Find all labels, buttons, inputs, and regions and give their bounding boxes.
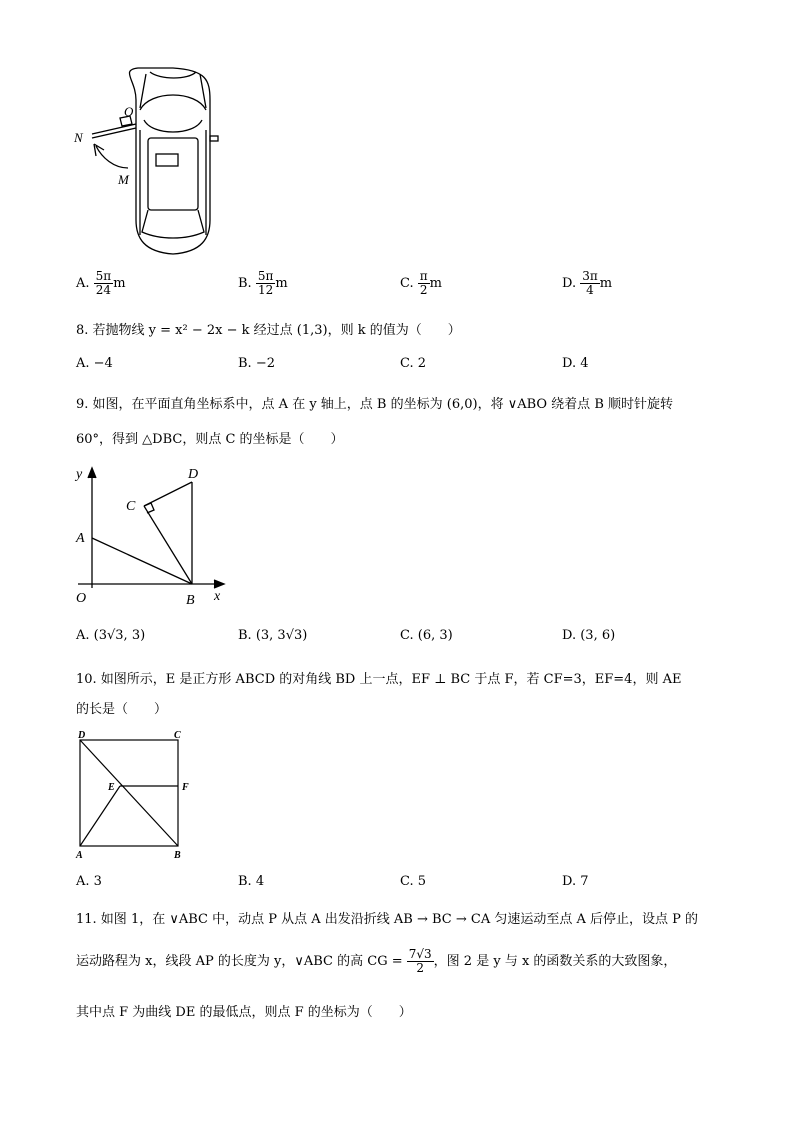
q10-option-d[interactable]: D. 7 [562, 874, 589, 889]
q8-stem: 8. 若抛物线 y = x² − 2x − k 经过点 (1,3)，则 k 的值为（ ） [76, 323, 461, 338]
q10-figure [70, 728, 200, 864]
fig10-f: F [182, 782, 189, 793]
q7-option-d[interactable]: D. $\frac{3\pi}{4}$ m [562, 269, 613, 298]
fig9-o: O [76, 591, 87, 606]
label-m: M [118, 172, 129, 187]
label-o: O [124, 104, 134, 119]
q8-option-b[interactable]: B. −2 [238, 356, 275, 371]
car-figure [70, 60, 230, 260]
q10-option-b[interactable]: B. 4 [238, 874, 265, 889]
fig10-d: D [78, 730, 86, 741]
q10-option-a[interactable]: A. 3 [76, 874, 102, 889]
fig10-a: A [76, 850, 83, 861]
fig10-c: C [174, 730, 181, 741]
q8-option-c[interactable]: C. 2 [400, 356, 427, 371]
fig9-x: x [214, 589, 221, 604]
q11-stem-line3: 其中点 F 为曲线 DE 的最低点，则点 F 的坐标为（ ） [76, 1005, 412, 1020]
q9-stem-line1: 9. 如图，在平面直角坐标系中，点 A 在 y 轴上，点 B 的坐标为 (6,0)，将 ∨ABO 绕着点 B 顺时针旋转 [76, 397, 674, 412]
q9-stem-line2: 60°，得到 △DBC，则点 C 的坐标是（ ） [76, 432, 344, 447]
q7-option-c[interactable]: C. $\frac{\pi}{2}$ m [400, 269, 442, 298]
fig9-a: A [76, 531, 85, 546]
q7-option-b[interactable]: B. $\frac{5\pi}{12}$ m [238, 269, 288, 298]
q11-stem-line1: 11. 如图 1，在 ∨ABC 中，动点 P 从点 A 出发沿折线 AB → BC → CA 匀速运动至点 A 后停止，设点 P 的 [76, 912, 699, 927]
q10-stem-line1: 10. 如图所示，E 是正方形 ABCD 的对角线 BD 上一点，EF ⊥ BC 于点 F，若 CF=3，EF=4，则 AE [76, 672, 682, 687]
fig10-b: B [174, 850, 181, 861]
fig9-c: C [126, 499, 136, 514]
fig9-d: D [188, 467, 199, 482]
q9-option-c[interactable]: C. (6, 3) [400, 628, 453, 643]
q10-option-c[interactable]: C. 5 [400, 874, 427, 889]
q8-option-a[interactable]: A. −4 [76, 356, 113, 371]
fig10-e: E [108, 782, 115, 793]
q7-option-a[interactable]: A. $\frac{5\pi}{24}$ m [76, 269, 126, 298]
q9-option-a[interactable]: A. (3√3, 3) [76, 628, 146, 643]
q8-option-d[interactable]: D. 4 [562, 356, 589, 371]
q9-figure [70, 460, 240, 610]
q10-stem-line2: 的长是（ ） [76, 702, 168, 717]
fig9-y: y [76, 467, 83, 482]
label-n: N [74, 130, 83, 145]
q9-option-d[interactable]: D. (3, 6) [562, 628, 616, 643]
q11-stem-line2: 运动路程为 x，线段 AP 的长度为 y，∨ABC 的高 CG = $\frac{7√3}{2}$ ，图 2 是 y 与 x 的函数关系的大致图象， [76, 947, 677, 976]
fig9-b: B [186, 593, 195, 608]
q9-option-b[interactable]: B. (3, 3√3) [238, 628, 308, 643]
